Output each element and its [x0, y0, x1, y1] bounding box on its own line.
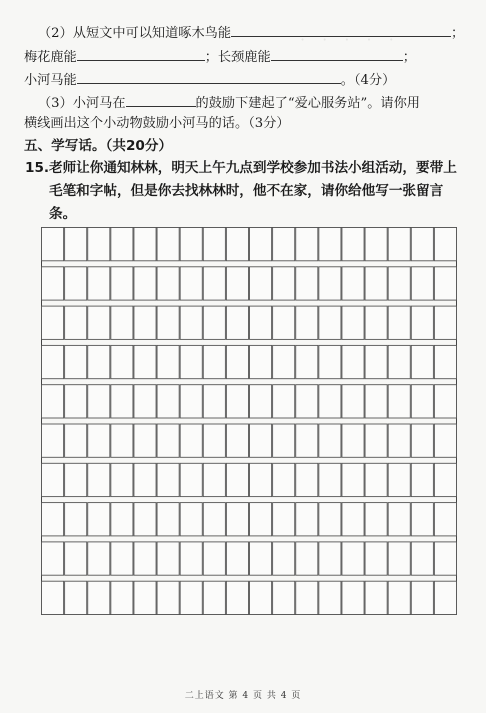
question-15	[25, 157, 470, 226]
grid-cell[interactable]	[203, 306, 225, 339]
grid-cell[interactable]	[250, 267, 272, 300]
q2-line2	[24, 46, 416, 68]
q3-line2	[24, 114, 290, 134]
grid-cell[interactable]	[157, 542, 179, 575]
grid-cell[interactable]	[111, 345, 133, 378]
grid-cell[interactable]	[226, 463, 248, 496]
grid-cell[interactable]	[273, 228, 295, 261]
grid-cell[interactable]	[111, 228, 133, 261]
grid-cell[interactable]	[180, 345, 202, 378]
grid-cell[interactable]	[226, 306, 248, 339]
grid-cell[interactable]	[134, 385, 156, 418]
grid-cell[interactable]	[296, 581, 318, 614]
grid-cell[interactable]	[226, 385, 248, 418]
grid-cell[interactable]	[273, 267, 295, 300]
grid-cell[interactable]	[65, 385, 87, 418]
grid-cell[interactable]	[203, 267, 225, 300]
grid-cell[interactable]	[111, 306, 133, 339]
grid-cell[interactable]	[226, 345, 248, 378]
grid-cell[interactable]	[180, 228, 202, 261]
grid-cell[interactable]	[111, 267, 133, 300]
q2-line1	[38, 22, 464, 44]
grid-cell[interactable]	[42, 542, 64, 575]
grid-cell[interactable]	[365, 345, 387, 378]
q2-line3-prefix: 小河马能	[24, 73, 77, 88]
writing-grid[interactable]	[41, 227, 457, 615]
grid-cell[interactable]	[203, 463, 225, 496]
grid-cell[interactable]	[411, 345, 433, 378]
grid-cell[interactable]	[434, 503, 456, 536]
grid-cell[interactable]	[42, 267, 64, 300]
grid-cell[interactable]	[180, 306, 202, 339]
grid-cell[interactable]	[180, 463, 202, 496]
grid-cell[interactable]	[157, 424, 179, 457]
q3-line2-text: 横线画出这个小动物鼓励小河马的话。（3分）	[24, 116, 290, 131]
grid-cell[interactable]	[434, 345, 456, 378]
grid-cell[interactable]	[365, 306, 387, 339]
q2-answer-blank-giraffe[interactable]	[271, 46, 403, 61]
grid-cell[interactable]	[157, 503, 179, 536]
grid-cell[interactable]	[88, 503, 110, 536]
grid-cell[interactable]	[273, 345, 295, 378]
grid-cell[interactable]	[111, 424, 133, 457]
grid-cell[interactable]	[273, 385, 295, 418]
grid-cell[interactable]	[365, 267, 387, 300]
grid-cell[interactable]	[65, 581, 87, 614]
grid-cell[interactable]	[296, 503, 318, 536]
grid-cell[interactable]	[65, 306, 87, 339]
grid-cell[interactable]	[411, 228, 433, 261]
grid-cell[interactable]	[157, 228, 179, 261]
grid-cell[interactable]	[134, 424, 156, 457]
grid-cell[interactable]	[365, 463, 387, 496]
q2-line1-end: ；	[451, 26, 465, 41]
grid-cell[interactable]	[111, 503, 133, 536]
grid-cell[interactable]	[65, 424, 87, 457]
grid-cell[interactable]	[65, 267, 87, 300]
grid-cell[interactable]	[203, 385, 225, 418]
grid-cell[interactable]	[365, 424, 387, 457]
grid-cell[interactable]	[319, 385, 341, 418]
grid-cell[interactable]	[411, 424, 433, 457]
grid-cell[interactable]	[88, 581, 110, 614]
grid-cell[interactable]	[342, 503, 364, 536]
grid-cell[interactable]	[42, 345, 64, 378]
grid-cell[interactable]	[411, 463, 433, 496]
grid-cell[interactable]	[388, 345, 410, 378]
grid-cell[interactable]	[319, 542, 341, 575]
grid-cell[interactable]	[134, 503, 156, 536]
grid-cell[interactable]	[296, 463, 318, 496]
grid-cell[interactable]	[180, 424, 202, 457]
grid-cell[interactable]	[226, 228, 248, 261]
grid-cell[interactable]	[157, 267, 179, 300]
grid-cell[interactable]	[157, 581, 179, 614]
grid-cell[interactable]	[203, 581, 225, 614]
grid-cell[interactable]	[273, 424, 295, 457]
grid-cell[interactable]	[296, 306, 318, 339]
grid-cell[interactable]	[342, 306, 364, 339]
grid-cell[interactable]	[42, 463, 64, 496]
grid-cell[interactable]	[88, 345, 110, 378]
grid-cell[interactable]	[319, 306, 341, 339]
grid-cell[interactable]	[88, 463, 110, 496]
q2-answer-blank-hippo[interactable]	[77, 69, 341, 84]
grid-cell[interactable]	[273, 542, 295, 575]
grid-cell[interactable]	[388, 306, 410, 339]
grid-cell[interactable]	[434, 228, 456, 261]
grid-cell[interactable]	[434, 306, 456, 339]
grid-cell[interactable]	[434, 267, 456, 300]
grid-cell[interactable]	[180, 542, 202, 575]
grid-cell[interactable]	[134, 542, 156, 575]
grid-cell[interactable]	[157, 306, 179, 339]
q3-line1-prefix: （3）小河马在	[38, 96, 126, 111]
page-footer: 二上语文 第 4 页 共 4 页	[184, 691, 302, 701]
grid-cell[interactable]	[388, 503, 410, 536]
grid-cell[interactable]	[411, 306, 433, 339]
grid-cell[interactable]	[42, 581, 64, 614]
grid-cell[interactable]	[434, 581, 456, 614]
grid-cell[interactable]	[365, 503, 387, 536]
q3-answer-blank[interactable]	[126, 92, 196, 107]
q2-line3	[24, 69, 395, 91]
q3-line1-suffix: 的鼓励下建起了“爱心服务站”。请你用	[195, 96, 420, 111]
grid-cell[interactable]	[88, 385, 110, 418]
grid-cell[interactable]	[250, 503, 272, 536]
grid-cell[interactable]	[273, 581, 295, 614]
grid-cell[interactable]	[296, 345, 318, 378]
grid-cell[interactable]	[411, 542, 433, 575]
grid-cell[interactable]	[319, 581, 341, 614]
grid-cell[interactable]	[111, 581, 133, 614]
grid-cell[interactable]	[157, 385, 179, 418]
grid-cell[interactable]	[342, 581, 364, 614]
grid-cell[interactable]	[411, 581, 433, 614]
grid-cell[interactable]	[342, 385, 364, 418]
section-heading	[24, 136, 172, 156]
grid-cell[interactable]	[342, 267, 364, 300]
grid-cell[interactable]	[411, 385, 433, 418]
grid-cell[interactable]	[250, 581, 272, 614]
grid-cell[interactable]	[388, 267, 410, 300]
grid-cell[interactable]	[180, 503, 202, 536]
grid-cell[interactable]	[296, 267, 318, 300]
grid-cell[interactable]	[388, 463, 410, 496]
grid-cell[interactable]	[226, 503, 248, 536]
grid-cell[interactable]	[411, 267, 433, 300]
grid-cell[interactable]	[250, 228, 272, 261]
grid-cell[interactable]	[434, 424, 456, 457]
grid-cell[interactable]	[388, 581, 410, 614]
grid-cell[interactable]	[134, 306, 156, 339]
grid-cell[interactable]	[388, 542, 410, 575]
grid-cell[interactable]	[157, 345, 179, 378]
grid-cell[interactable]	[88, 267, 110, 300]
grid-cell[interactable]	[111, 385, 133, 418]
grid-cell[interactable]	[250, 306, 272, 339]
grid-cell[interactable]	[180, 385, 202, 418]
grid-cell[interactable]	[296, 228, 318, 261]
grid-cell[interactable]	[411, 503, 433, 536]
grid-cell[interactable]	[88, 228, 110, 261]
grid-cell[interactable]	[250, 424, 272, 457]
grid-cell[interactable]	[319, 267, 341, 300]
grid-cell[interactable]	[111, 542, 133, 575]
grid-cell[interactable]	[134, 267, 156, 300]
grid-cell[interactable]	[273, 463, 295, 496]
grid-cell[interactable]	[203, 503, 225, 536]
grid-cell[interactable]	[134, 463, 156, 496]
grid-cell[interactable]	[65, 503, 87, 536]
grid-cell[interactable]	[388, 424, 410, 457]
grid-cell[interactable]	[296, 385, 318, 418]
question-text: 老师让你通知林林，明天上午九点到学校参加书法小组活动，要带上毛笔和字帖，但是你去找林林时，他不在家，请你给他写一张留言条。	[49, 160, 457, 222]
grid-cell[interactable]	[319, 424, 341, 457]
grid-cell[interactable]	[273, 503, 295, 536]
grid-cell[interactable]	[65, 228, 87, 261]
grid-cell[interactable]	[226, 581, 248, 614]
grid-cell[interactable]	[319, 503, 341, 536]
grid-cell[interactable]	[319, 345, 341, 378]
grid-cell[interactable]	[273, 306, 295, 339]
grid-cell[interactable]	[365, 542, 387, 575]
grid-cell[interactable]	[250, 345, 272, 378]
grid-cell[interactable]	[250, 385, 272, 418]
q2-line1-prefix: （2）从短文中可以知道啄木鸟能	[38, 26, 232, 41]
grid-cell[interactable]	[319, 463, 341, 496]
grid-cell[interactable]	[434, 385, 456, 418]
section-heading-text: 五、学写话。（共20分）	[24, 138, 173, 154]
grid-cell[interactable]	[434, 463, 456, 496]
bleed-through-text: · · · · ·	[300, 30, 400, 49]
grid-cell[interactable]	[65, 463, 87, 496]
grid-cell[interactable]	[88, 424, 110, 457]
grid-cell[interactable]	[180, 267, 202, 300]
grid-cell[interactable]	[203, 228, 225, 261]
question-number: 15.	[25, 160, 50, 176]
grid-cell[interactable]	[42, 424, 64, 457]
grid-cell[interactable]	[88, 306, 110, 339]
grid-cell[interactable]	[319, 228, 341, 261]
grid-cell[interactable]	[157, 463, 179, 496]
grid-cell[interactable]	[203, 345, 225, 378]
grid-cell[interactable]	[342, 228, 364, 261]
grid-cell[interactable]	[42, 228, 64, 261]
grid-cell[interactable]	[296, 424, 318, 457]
grid-cell[interactable]	[134, 581, 156, 614]
grid-cell[interactable]	[296, 542, 318, 575]
grid-cell[interactable]	[88, 542, 110, 575]
grid-cell[interactable]	[365, 581, 387, 614]
grid-cell[interactable]	[365, 385, 387, 418]
grid-cell[interactable]	[226, 542, 248, 575]
q3-line1	[38, 92, 420, 114]
grid-cell[interactable]	[42, 385, 64, 418]
q2-line3-end: 。（4分）	[340, 73, 396, 88]
grid-cell[interactable]	[342, 345, 364, 378]
grid-cell[interactable]	[226, 424, 248, 457]
grid-cell[interactable]	[388, 228, 410, 261]
q2-answer-blank-deer[interactable]	[77, 46, 205, 61]
grid-cell[interactable]	[134, 345, 156, 378]
grid-cell[interactable]	[250, 463, 272, 496]
grid-cell[interactable]	[342, 542, 364, 575]
grid-cell[interactable]	[226, 267, 248, 300]
grid-cell[interactable]	[203, 424, 225, 457]
grid-cell[interactable]	[111, 463, 133, 496]
grid-cell[interactable]	[250, 542, 272, 575]
q2-line2-end: ；	[402, 50, 416, 65]
grid-cell[interactable]	[42, 503, 64, 536]
grid-cell[interactable]	[342, 463, 364, 496]
q2-answer-blank-woodpecker[interactable]	[231, 22, 451, 37]
grid-cell[interactable]	[42, 306, 64, 339]
q2-line2-prefix: 梅花鹿能	[24, 50, 77, 65]
grid-cell[interactable]	[65, 542, 87, 575]
grid-cell[interactable]	[134, 228, 156, 261]
grid-cell[interactable]	[65, 345, 87, 378]
grid-cell[interactable]	[342, 424, 364, 457]
grid-cell[interactable]	[388, 385, 410, 418]
grid-cell[interactable]	[180, 581, 202, 614]
grid-cell[interactable]	[434, 542, 456, 575]
grid-cell[interactable]	[365, 228, 387, 261]
grid-cell[interactable]	[203, 542, 225, 575]
q2-line2-mid: ；长颈鹿能	[204, 50, 271, 65]
